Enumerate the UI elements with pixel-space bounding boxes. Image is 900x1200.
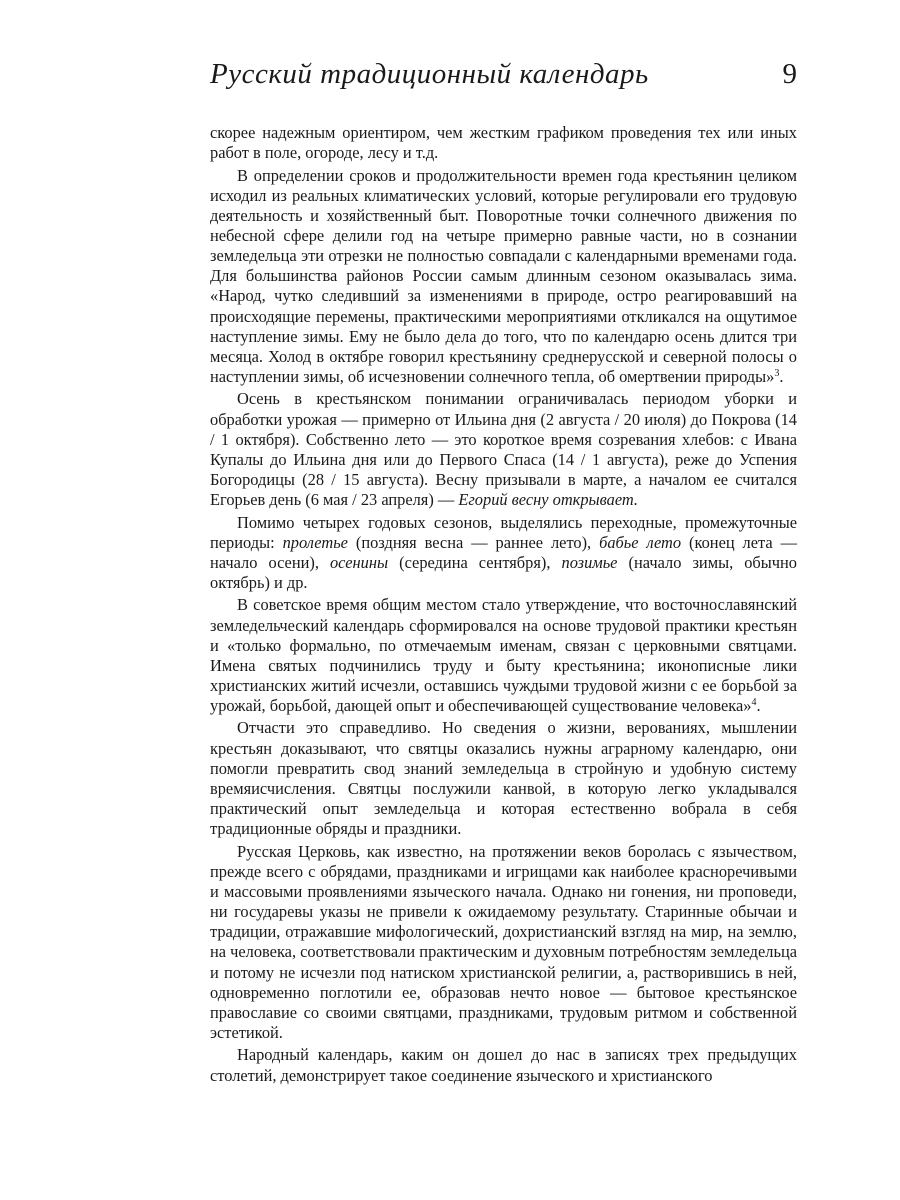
running-header bbox=[210, 58, 797, 98]
paragraph-text: Народный календарь, каким он дошел до нас в записях трех предыдущих столетий, демонстрирует такое соединение языческого и христианского bbox=[210, 1045, 797, 1085]
page-number: 9 bbox=[782, 58, 797, 90]
body-text bbox=[210, 123, 797, 1088]
paragraph-text: Отчасти это справедливо. Но сведения о жизни, верованиях, мышлении крестьян доказывают, что святцы оказались нужны аграрному календарю, они помогли превратить свод знаний земледельца в стройную и удобную систему времяисчисления. Святцы послужили канвой, в которую легко укладывался практический опыт земледельца и которая естественно вобрала в себя традиционные обряды и праздники. bbox=[210, 718, 797, 839]
italic-saying: Егорий весну открывает. bbox=[458, 490, 639, 510]
paragraph-text: Помимо четырех годовых сезонов, выделялись переходные, промежуточные периоды: bbox=[210, 512, 797, 552]
italic-term: бабье лето bbox=[599, 532, 682, 552]
paragraph-text: В советское время общим местом стало утверждение, что восточнославянский земледельческий календарь сформировался на основе трудовой практики крестьян и «только формально, по отмечаемым именам, связан с церковными святцами. Имена святых подчинились труду и быту крестьянина; иконописные лики христианских житий исчезли, оставшись чуждыми трудовой жизни с ее борьбой за урожай, борьбой, дающей опыт и обеспечивающей существование человека» bbox=[210, 595, 797, 716]
paragraph-text: В определении сроков и продолжительности времен года крестьянин целиком исходил из реальных климатических условий, которые регулировали его трудовую деятельность и хозяйственный быт. Поворотные точки солнечного движения по небесной сфере делили год на четыре примерно равные части, но в сознании земледельца эти отрезки не полностью совпадали с календарными временами года. Для большинства районов России самым длинным сезоном оказывалась зима. «Народ, чутко следивший за изменениями в природе, остро реагировавший на происходящие перемены, практическими мероприятиями откликался на ощутимое наступление зимы. Ему не было дела до того, что по календарю осень длится три месяца. Холод в октябре говорил крестьянину среднерусской и северной полосы о наступлении зимы, об исчезновении солнечного тепла, об омертвении природы» bbox=[210, 165, 797, 387]
italic-term: осенины bbox=[329, 552, 389, 572]
paragraph-text: (конец лета — начало осени), bbox=[210, 532, 797, 572]
paragraph-text: (начало зимы, обычно октябрь) и др. bbox=[210, 552, 797, 592]
paragraph-text: скорее надежным ориентиром, чем жестким графиком проведения тех или иных работ в поле, огороде, лесу и т.д. bbox=[210, 123, 797, 163]
paragraph-text: Осень в крестьянском понимании ограничивалась периодом уборки и обработки урожая — примерно от Ильина дня (2 августа / 20 июля) до Покрова (14 / 1 октября). Собственно лето — это короткое время созревания хлебов: с Ивана Купалы до Ильина дня или до Первого Спаса (14 / 1 августа), реже до Успения Богородицы (28 / 15 августа). Весну призывали в марте, а началом ее считался Егорьев день (6 мая / 23 апреля) — bbox=[210, 389, 797, 510]
footnote-ref-3: 3 bbox=[774, 368, 780, 380]
italic-term: позимье bbox=[561, 552, 618, 572]
italic-term: пролетье bbox=[282, 532, 348, 552]
paragraph-church-paganism bbox=[210, 842, 797, 1044]
paragraph-soviet-view bbox=[210, 595, 797, 716]
paragraph-text: (поздняя весна — раннее лето), bbox=[347, 532, 600, 552]
paragraph-transitional-periods bbox=[210, 513, 797, 594]
paragraph-seasons bbox=[210, 166, 797, 388]
footnote-ref-4: 4 bbox=[751, 697, 757, 709]
paragraph-text: (середина сентября), bbox=[388, 552, 562, 572]
paragraph-saints-calendar bbox=[210, 718, 797, 839]
paragraph-end: . bbox=[779, 367, 784, 387]
paragraph-continuation bbox=[210, 123, 797, 163]
paragraph-folk-calendar bbox=[210, 1045, 797, 1085]
paragraph-end: . bbox=[756, 696, 761, 716]
paragraph-autumn bbox=[210, 389, 797, 510]
running-title: Русский традиционный календарь bbox=[210, 58, 649, 90]
paragraph-text: Русская Церковь, как известно, на протяжении веков боролась с язычеством, прежде всего с обрядами, праздниками и игрищами как наиболее красноречивыми и массовыми проявлениями языческого начала. Однако ни гонения, ни проповеди, ни государевы указы не привели к ожидаемому результату. Старинные обычаи и традиции, отражавшие мифологический, дохристианский взгляд на мир, на землю, на человека, соответствовали практическим и духовным потребностям земледельца и потому не исчезли под натиском христианской религии, а, растворившись в ней, одновременно поглотили ее, образовав нечто новое — бытовое крестьянское православие со своими святцами, праздниками, трудовым ритмом и собственной эстетикой. bbox=[210, 841, 797, 1042]
